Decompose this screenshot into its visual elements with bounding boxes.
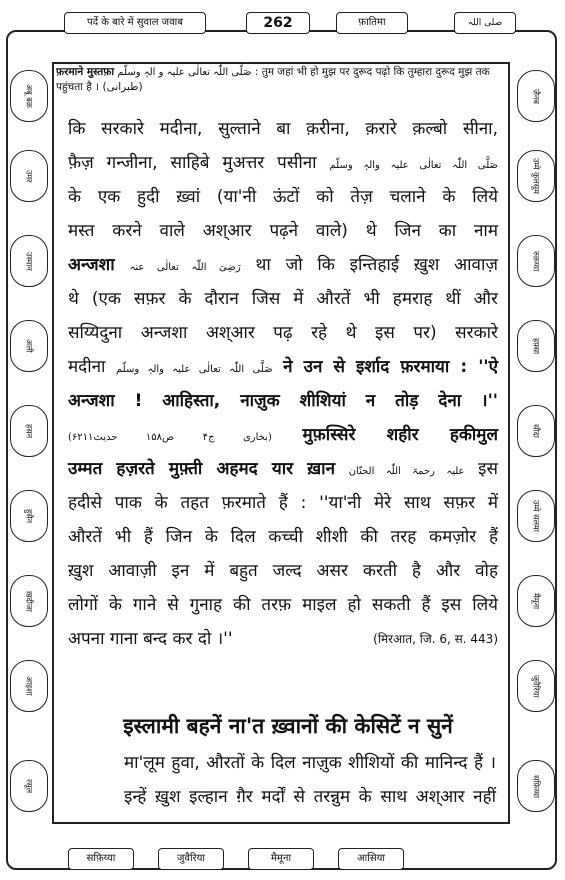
section-heading: इस्लामी बहनें ना'त ख़्वानों की केसिटें न सुनें (123, 714, 453, 738)
medallion: सौदा (517, 405, 555, 457)
text-line: अपना गाना बन्द कर दो ।'' (मिरआत, जि. 6, स. 443) (68, 622, 498, 656)
medallion: ज़ैनब (517, 70, 555, 122)
medallion: उस्मान (10, 235, 48, 287)
medallion: रुक़य्या (517, 235, 555, 287)
text-line: अन्जशा رَضِیَ اللّٰہ تعالٰی عنہ था जो कि इन्तिहाई ख़ुश आवाज़ (68, 255, 499, 275)
text-line: इन्हें ख़ुश इल्हान ग़ैर मर्दों से तरन्नुम के साथ अश्आर नहीं (124, 787, 496, 807)
text-line: लोगों के गाने से गुनाह की तरफ़ माइल हो सकती हैं इस लिये (68, 595, 498, 615)
medallion: आइशा (10, 660, 48, 712)
medallion: जुवैरिया (517, 660, 555, 712)
text-line: ख़ुश आवाज़ी इन में बहुत जल्द असर करती है और वोह (68, 561, 498, 581)
medallion: अबू बक्र (10, 70, 48, 122)
medallion: अली (10, 320, 48, 372)
salawat: صَلَّی اللّٰہ تعالٰی علیہ والہٖ وسلّم (115, 364, 273, 375)
hadith-banner (56, 65, 506, 99)
text-line: (بخاری ج۴ ص۱۵۸ حدیث۶۲۱۱) मुफ़स्सिरे शहीर हकीमुल (68, 425, 498, 445)
name-anjasha: अन्जशा (68, 255, 115, 275)
medallion: ख़दीजा (10, 575, 48, 627)
footer-label: मैमूना (248, 848, 314, 870)
medallion: उम्मे कुलसूम (517, 150, 555, 202)
salawat: صَلَّی اللّٰہ تعالٰی علیہ والہٖ وسلّم (329, 160, 498, 171)
medallion: हफ़्सा (517, 320, 555, 372)
main-text (68, 112, 498, 656)
medallion: उम्मे सलमा (517, 490, 555, 542)
text-line: हदीसे पाक के तहत फ़रमाते हैं : ''या'नी मेरे साथ सफ़र में (68, 493, 498, 513)
text-line: फ़ैज़ गन्जीना, साहिबे मुअत्तर पसीना صَلَّی اللّٰہ تعالٰی علیہ والہٖ وسلّم (68, 153, 498, 173)
header-arabic: صلی اللہ (454, 12, 516, 34)
page-header (14, 8, 551, 36)
medallion: मैमूना (517, 575, 555, 627)
banner-text: : तुम जहां भी हो मुझ पर दुरूद पढ़ो कि तुम्हारा दुरूद मुझ तक पहुंचता है । (طبرانی) (56, 66, 490, 93)
text-line: अन्जशा ! आहिस्ता, नाज़ुक शीशियां न तोड़ देना ।'' (68, 391, 498, 411)
rahmat: علیہ رحمۃ اللّٰہ الحنّان (348, 466, 465, 477)
text-line: औरतें भी हैं जिन के दिल कच्ची शीशी की तरह कमज़ोर हैं (68, 527, 498, 547)
medallion: उमर (10, 150, 48, 202)
banner-arabic: صَلَّی اللّٰہ تعالٰی علیہ و الہٖ وسلّم (117, 67, 252, 78)
text-line: मा'लूम हुवा, औरतों के दिल नाज़ुक शीशियों की मानिन्द हैं । (124, 753, 496, 773)
text-line: थे (एक सफ़र के दौरान जिस में औरतें भी हमराह थीं और (68, 289, 498, 309)
page-number: 262 (246, 12, 310, 34)
medallion: हसन (10, 405, 48, 457)
text-line: मस्त करने वाले अश्आर पढ़ने वाले) थे जिन का नाम (68, 221, 498, 241)
text-line: उम्मत हज़रते मुफ़्ती अहमद यार ख़ान علیہ رحمۃ اللّٰہ الحنّان इस (68, 459, 499, 479)
footer-label: जुवैरिया (158, 848, 224, 870)
medallion: रसूल (10, 760, 48, 812)
header-name: फ़ातिमा (336, 12, 408, 34)
text-line: कि सरकारे मदीना, सुल्ताने बा क़रीना, क़रारे क़ल्बो सीना, (68, 119, 498, 139)
after-text (124, 746, 496, 814)
banner-label: फ़रमाने मुस्तफ़ा (56, 66, 115, 78)
text-line: सय्यिदुना अन्जशा अश्आर पढ़ रहे थे इस पर) सरकारे (68, 323, 498, 343)
footer-label: आसिया (338, 848, 404, 870)
footer-label: सफ़िय्या (68, 848, 134, 870)
book-title: पर्दे के बारे में सुवाल जवाब (64, 12, 206, 34)
medallion: हुसैन (10, 490, 48, 542)
text-line: मदीना صَلَّی اللّٰہ تعالٰی علیہ والہٖ وسلّم ने उन से इर्शाद फ़रमाया : ''ऐ (68, 357, 499, 377)
text-line: के एक हुदी ख़्वां (या'नी ऊंटों को तेज़ चलाने के लिये (68, 187, 498, 207)
mirat-reference: (मिरआत, जि. 6, स. 443) (373, 632, 498, 646)
bukhari-ref: (بخاری ج۴ ص۱۵۸ حدیث۶۲۱۱) (68, 432, 272, 443)
medallion: सफ़िय्या (517, 760, 555, 812)
radi-allah: رَضِیَ اللّٰہ تعالٰی عنہ (129, 262, 241, 273)
